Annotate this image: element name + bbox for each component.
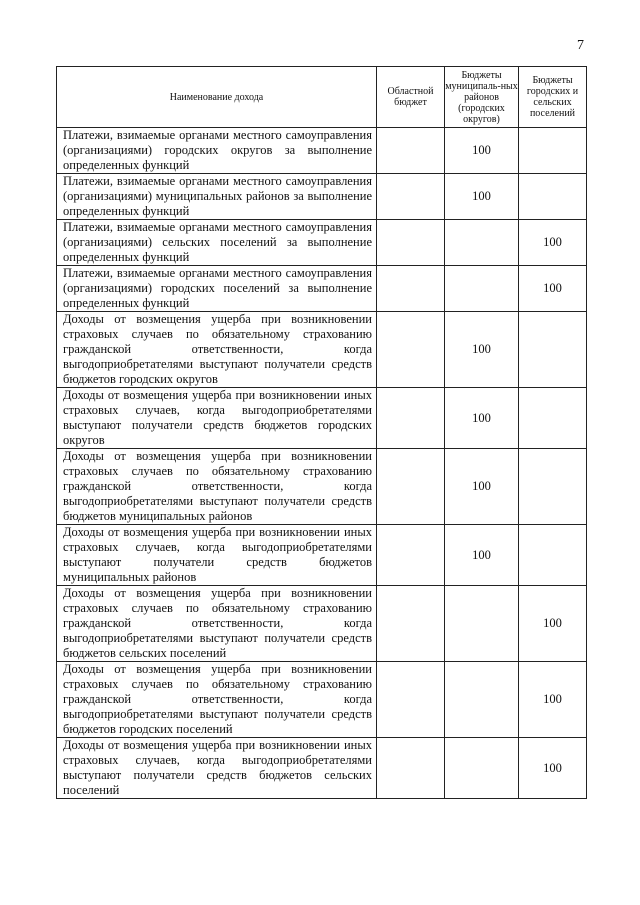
table-row [57, 312, 587, 388]
settlement-budget-cell: 100 [519, 220, 587, 266]
municipal-budget-cell [445, 220, 519, 266]
table-row [57, 266, 587, 312]
revenue-name-cell: Доходы от возмещения ущерба при возникновении страховых случаев по обязательному страхованию гражданской ответственности, когда выгодоприобретателями выступают получатели средств бюджетов городских округов [57, 312, 377, 388]
table-row [57, 586, 587, 662]
settlement-budget-cell [519, 525, 587, 586]
regional-budget-cell [377, 586, 445, 662]
municipal-budget-cell: 100 [445, 449, 519, 525]
settlement-budget-cell [519, 128, 587, 174]
table-row [57, 525, 587, 586]
revenue-name-cell: Доходы от возмещения ущерба при возникновении иных страховых случаев, когда выгодоприобретателями выступают получатели средств бюджетов городских округов [57, 388, 377, 449]
header-regional-budget: Областной бюджет [377, 67, 445, 128]
revenue-name-cell: Доходы от возмещения ущерба при возникновении страховых случаев по обязательному страхованию гражданской ответственности, когда выгодоприобретателями выступают получатели средств бюджетов муниципальных районов [57, 449, 377, 525]
settlement-budget-cell [519, 388, 587, 449]
settlement-budget-cell [519, 312, 587, 388]
revenue-name-cell: Платежи, взимаемые органами местного самоуправления (организациями) муниципальных районов за выполнение определенных функций [57, 174, 377, 220]
regional-budget-cell [377, 220, 445, 266]
table-body [57, 128, 587, 799]
table-row [57, 128, 587, 174]
municipal-budget-cell [445, 662, 519, 738]
table-row [57, 388, 587, 449]
regional-budget-cell [377, 174, 445, 220]
page-number: 7 [577, 38, 584, 53]
settlement-budget-cell [519, 449, 587, 525]
municipal-budget-cell: 100 [445, 388, 519, 449]
municipal-budget-cell [445, 586, 519, 662]
revenue-distribution-table [56, 66, 587, 799]
regional-budget-cell [377, 525, 445, 586]
table-row [57, 738, 587, 799]
table-row [57, 449, 587, 525]
regional-budget-cell [377, 662, 445, 738]
settlement-budget-cell: 100 [519, 662, 587, 738]
revenue-name-cell: Доходы от возмещения ущерба при возникновении страховых случаев по обязательному страхованию гражданской ответственности, когда выгодоприобретателями выступают получатели средств бюджетов сельских поселений [57, 586, 377, 662]
municipal-budget-cell: 100 [445, 312, 519, 388]
municipal-budget-cell: 100 [445, 128, 519, 174]
revenue-name-cell: Платежи, взимаемые органами местного самоуправления (организациями) городских округов за выполнение определенных функций [57, 128, 377, 174]
revenue-name-cell: Доходы от возмещения ущерба при возникновении иных страховых случаев, когда выгодоприобретателями выступают получатели средств бюджетов муниципальных районов [57, 525, 377, 586]
table-row [57, 662, 587, 738]
revenue-name-cell: Доходы от возмещения ущерба при возникновении иных страховых случаев, когда выгодоприобретателями выступают получатели средств бюджетов сельских поселений [57, 738, 377, 799]
settlement-budget-cell [519, 174, 587, 220]
revenue-name-cell: Платежи, взимаемые органами местного самоуправления (организациями) сельских поселений за выполнение определенных функций [57, 220, 377, 266]
settlement-budget-cell: 100 [519, 586, 587, 662]
table-row [57, 174, 587, 220]
regional-budget-cell [377, 312, 445, 388]
settlement-budget-cell: 100 [519, 738, 587, 799]
municipal-budget-cell: 100 [445, 525, 519, 586]
header-settlement-budgets: Бюджеты городских и сельских поселений [519, 67, 587, 128]
settlement-budget-cell: 100 [519, 266, 587, 312]
municipal-budget-cell [445, 738, 519, 799]
regional-budget-cell [377, 738, 445, 799]
header-revenue-name: Наименование дохода [57, 67, 377, 128]
table-row [57, 220, 587, 266]
municipal-budget-cell [445, 266, 519, 312]
regional-budget-cell [377, 128, 445, 174]
revenue-name-cell: Доходы от возмещения ущерба при возникновении страховых случаев по обязательному страхованию гражданской ответственности, когда выгодоприобретателями выступают получатели средств бюджетов городских поселений [57, 662, 377, 738]
regional-budget-cell [377, 266, 445, 312]
regional-budget-cell [377, 388, 445, 449]
table-header-row [57, 67, 587, 128]
municipal-budget-cell: 100 [445, 174, 519, 220]
regional-budget-cell [377, 449, 445, 525]
revenue-name-cell: Платежи, взимаемые органами местного самоуправления (организациями) городских поселений за выполнение определенных функций [57, 266, 377, 312]
header-municipal-budgets: Бюджеты муниципаль-ных районов (городских округов) [445, 67, 519, 128]
